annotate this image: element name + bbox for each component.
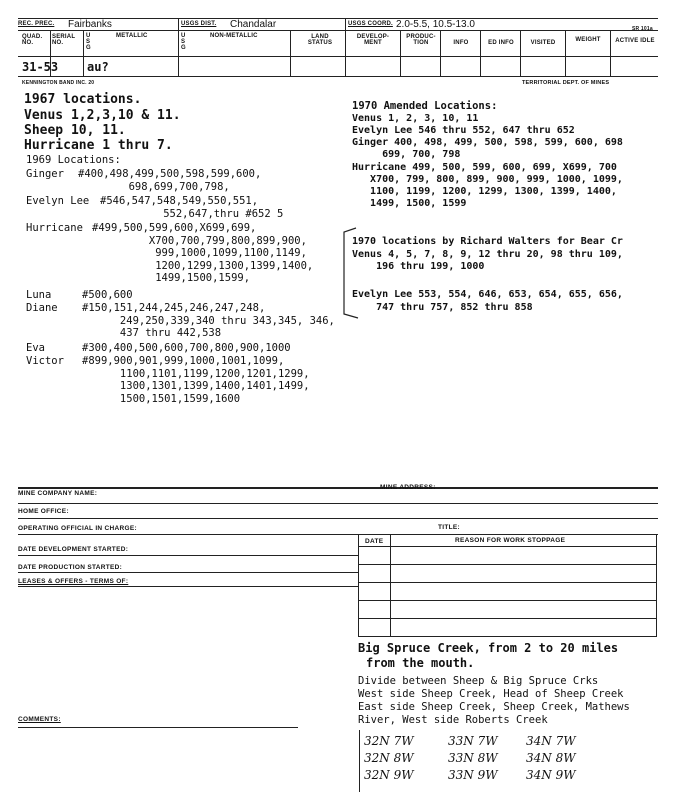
ed-info-label: ED INFO xyxy=(488,40,514,46)
usg2-label: U S G xyxy=(181,33,186,51)
luna-name: Luna xyxy=(26,289,52,301)
venus-1967: Venus 1,2,3,10 & 11. xyxy=(24,108,181,123)
amended-line: Hurricane 499, 500, 599, 600, 699, X699, 700 xyxy=(352,162,617,173)
mine-address-label: MINE ADDRESS: xyxy=(380,484,436,491)
usgs-coord-label: USGS COORD. xyxy=(348,21,393,27)
big-spruce-note-2: from the mouth. xyxy=(366,656,475,670)
diane-claims: #150,151,244,245,246,247,248, 249,250,339,340 thru 343,345, 346, 437 thru 442,538 xyxy=(82,302,335,339)
location-note: Divide between Sheep & Big Spruce Crks xyxy=(358,675,599,687)
metallic-label: METALLIC xyxy=(116,33,148,39)
title-label: TITLE: xyxy=(438,524,461,531)
date-production-label: DATE PRODUCTION STARTED: xyxy=(18,564,123,571)
visited-label: VISITED xyxy=(530,40,556,46)
quad-value: 31-53 xyxy=(22,60,59,74)
township-cell: 34N 8W xyxy=(526,751,576,765)
date-development-label: DATE DEVELOPMENT STARTED: xyxy=(18,546,129,553)
rec-prec-value: Fairbanks xyxy=(68,19,112,30)
amended-line: Evelyn Lee 546 thru 552, 647 thru 652 xyxy=(352,125,575,136)
victor-claims: #899,900,901,999,1000,1001,1099, 1100,1101,1199,1200,1201,1299, 1300,1301,1399,1400,1401,1499, 1500,1501,1599,1600 xyxy=(82,355,310,405)
printer-line: KENNINGTON BAND INC. 20 xyxy=(22,80,95,86)
evelyn-lee-claims: #546,547,548,549,550,551, 552,647,thru #652 5 xyxy=(100,195,284,220)
amended-line: 699, 700, 798 xyxy=(352,149,461,160)
township-cell: 33N 8W xyxy=(448,751,498,765)
victor-name: Victor xyxy=(26,355,64,367)
comments-label: COMMENTS: xyxy=(18,716,61,723)
rec-prec-label: REC. PREC. xyxy=(18,21,55,27)
dept-line: TERRITORIAL DEPT. OF MINES xyxy=(522,80,610,86)
walters-line: 196 thru 199, 1000 xyxy=(352,261,485,272)
big-spruce-note: Big Spruce Creek, from 2 to 20 miles xyxy=(358,641,619,655)
amended-title: 1970 Amended Locations: xyxy=(352,100,498,112)
ginger-claims: #400,498,499,500,598,599,600, 698,699,700,798, xyxy=(78,168,262,193)
info-label: INFO xyxy=(453,40,469,46)
township-cell: 34N 9W xyxy=(526,768,576,782)
township-cell: 33N 9W xyxy=(448,768,498,782)
land-status-label: LAND STATUS xyxy=(307,34,333,46)
form-number: SR 101a xyxy=(632,26,653,32)
diane-name: Diane xyxy=(26,302,58,314)
eva-name: Eva xyxy=(26,342,45,354)
walters-title: 1970 locations by Richard Walters for Bear Cr xyxy=(352,236,623,247)
township-cell: 33N 7W xyxy=(448,734,498,748)
walters-line: 747 thru 757, 852 thru 858 xyxy=(352,302,533,313)
amended-line: Ginger 400, 498, 499, 500, 598, 599, 600, 698 xyxy=(352,137,623,148)
nonmetallic-label: NON-METALLIC xyxy=(210,33,258,39)
sheep-1967: Sheep 10, 11. xyxy=(24,123,126,138)
date-col-header: DATE xyxy=(365,538,384,545)
home-office-label: HOME OFFICE: xyxy=(18,508,69,515)
location-note: River, West side Roberts Creek xyxy=(358,714,548,726)
locations-1967-title: 1967 locations. xyxy=(24,92,142,107)
walters-line: Evelyn Lee 553, 554, 646, 653, 654, 655, 656, xyxy=(352,289,623,300)
amended-line: Venus 1, 2, 3, 10, 11 xyxy=(352,113,479,124)
eva-claims: #300,400,500,600,700,800,900,1000 xyxy=(82,342,291,354)
serial-label: SERIAL NO. xyxy=(52,34,76,46)
township-cell: 32N 8W xyxy=(364,751,414,765)
hurricane-claims: #499,500,599,600,X699,699, X700,700,799,800,899,900, 999,1000,1099,1100,1149, 1200,1299,1300,1399,1400, 1499,1500,1599, xyxy=(92,222,314,284)
township-cell: 34N 7W xyxy=(526,734,576,748)
mine-company-name-label: MINE COMPANY NAME: xyxy=(18,490,98,497)
leases-offers-label: LEASES & OFFERS - TERMS OF: xyxy=(18,578,129,585)
active-idle-label: ACTIVE IDLE xyxy=(615,38,655,44)
usg-label: U S G xyxy=(86,33,91,51)
hurricane-1967: Hurricane 1 thru 7. xyxy=(24,138,173,153)
reason-col-header: REASON FOR WORK STOPPAGE xyxy=(455,537,566,544)
amended-line: 1100, 1199, 1200, 1299, 1300, 1399, 1400, xyxy=(352,186,617,197)
production-label: PRODUC-TION xyxy=(406,34,436,46)
locations-1969-title: 1969 Locations: xyxy=(26,154,121,166)
walters-line: Venus 4, 5, 7, 8, 9, 12 thru 20, 98 thru 109, xyxy=(352,249,623,260)
quad-label: QUAD. NO. xyxy=(22,34,43,46)
amended-line: X700, 799, 800, 899, 900, 999, 1000, 1099, xyxy=(352,174,623,185)
hurricane-name: Hurricane xyxy=(26,222,83,234)
weight-label: WEIGHT xyxy=(575,37,601,43)
township-cell: 32N 9W xyxy=(364,768,414,782)
metallic-value: au? xyxy=(87,60,109,74)
development-label: DEVELOP-MENT xyxy=(356,34,390,46)
location-note: West side Sheep Creek, Head of Sheep Creek xyxy=(358,688,624,700)
usgs-dist-label: USGS DIST. xyxy=(181,21,217,27)
amended-line: 1499, 1500, 1599 xyxy=(352,198,467,209)
operating-official-label: OPERATING OFFICIAL IN CHARGE: xyxy=(18,525,137,532)
ginger-name: Ginger xyxy=(26,168,64,180)
township-cell: 32N 7W xyxy=(364,734,414,748)
evelyn-lee-name: Evelyn Lee xyxy=(26,195,90,207)
usgs-coord-value: 2.0-5.5, 10.5-13.0 xyxy=(396,19,475,30)
luna-claims: #500,600 xyxy=(82,289,133,301)
usgs-dist-value: Chandalar xyxy=(230,19,277,30)
location-note: East side Sheep Creek, Sheep Creek, Mathews xyxy=(358,701,630,713)
